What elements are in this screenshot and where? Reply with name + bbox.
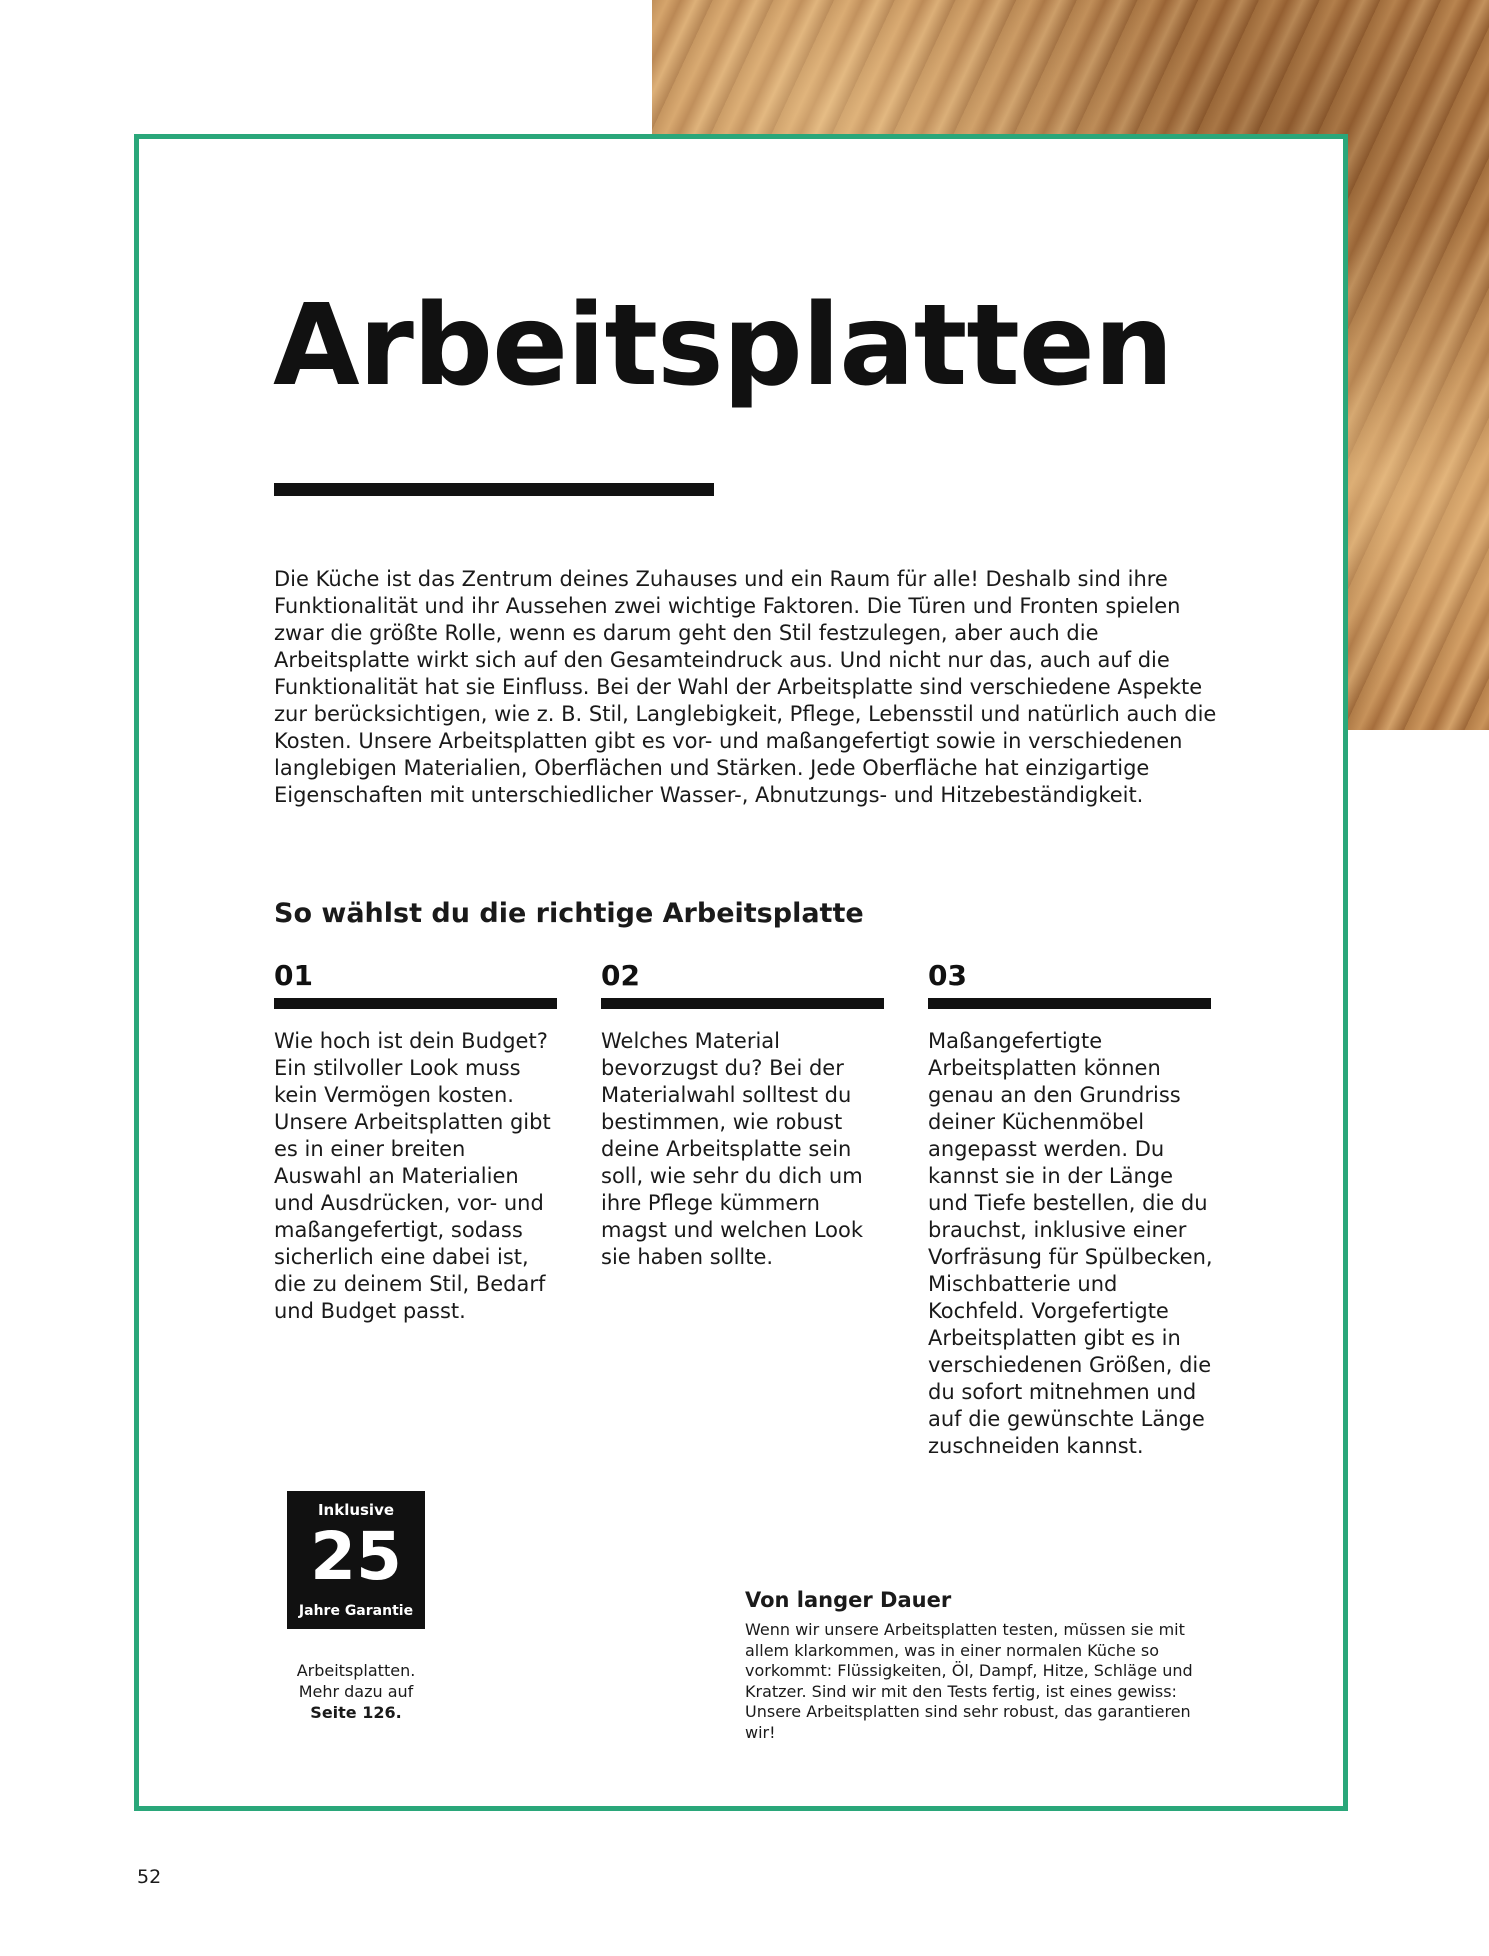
step-number: 01: [274, 959, 313, 992]
intro-paragraph: Die Küche ist das Zentrum deines Zuhauses und ein Raum für alle! Deshalb sind ihre Funktionalität und ihr Aussehen zwei wichtige Faktoren. Die Türen und Fronten spielen zwar die größte Rolle, wenn es darum geht den Stil festzulegen, aber auch die Arbeitsplatte wirkt sich auf den Gesamteindruck aus. Und nicht nur das, auch auf die Funktionalität hat sie Einfluss. Bei der Wahl der Arbeitsplatte sind verschiedene Aspekte zur berücksichtigen, wie z. B. Stil, Langlebigkeit, Pflege, Lebensstil und natürlich auch die Kosten. Unsere Arbeitsplatten gibt es vor- und maßangefertigt sowie in verschiedenen langlebigen Materialien, Oberflächen und Stärken. Jede Oberfläche hat einzigartige Eigenschaften mit unterschiedlicher Wasser-, Abnutzungs- und Hitzebeständigkeit.: [274, 567, 1217, 807]
title-underline: [274, 483, 714, 496]
page-title: Arbeitsplatten: [273, 281, 1173, 411]
step-rule: [274, 998, 557, 1009]
section-heading: So wählst du die richtige Arbeitsplatte: [274, 898, 864, 929]
badge-caption-line: Mehr dazu auf: [298, 1682, 414, 1701]
step-column-3: [928, 958, 1213, 1458]
step-column-1: [274, 958, 559, 1323]
step-text: Maßangefertigte Arbeitsplatten können genau an den Grundriss deiner Küchenmöbel angepasst werden. Du kannst sie in der Länge und Tiefe bestellen, die du brauchst, inklusive einer Vorfräsung für Spülbecken, Mischbatterie und Kochfeld. Vorgefertigte Arbeitsplatten gibt es in verschiedenen Größen, die du sofort mitnehmen und auf die gewünschte Länge zuschneiden kannst.: [928, 1029, 1213, 1458]
badge-caption-line: Arbeitsplatten.: [296, 1661, 416, 1680]
side-paragraph: Wenn wir unsere Arbeitsplatten testen, müssen sie mit allem klarkommen, was in einer normalen Küche so vorkommt: Flüssigkeiten, Öl, Dampf, Hitze, Schläge und Kratzer. Sind wir mit den Tests fertig, ist eines gewiss: Unsere Arbeitsplatten sind sehr robust, das garantieren wir!: [745, 1620, 1193, 1742]
page-number: 52: [137, 1866, 162, 1888]
step-rule: [928, 998, 1211, 1009]
side-heading: Von langer Dauer: [745, 1588, 952, 1612]
badge-caption: [256, 1660, 456, 1723]
step-rule: [601, 998, 884, 1009]
badge-caption-link: Seite 126.: [310, 1703, 402, 1722]
badge-bottom-label: Jahre Garantie: [298, 1603, 414, 1619]
badge-top-label: Inklusive: [317, 1501, 395, 1519]
badge-number: 25: [310, 1518, 402, 1595]
step-text: Welches Material bevorzugst du? Bei der Materialwahl solltest du bestimmen, wie robust deine Arbeitsplatte sein soll, wie sehr du dich um ihre Pflege kümmern magst und welchen Look sie haben sollte.: [601, 1029, 864, 1269]
step-text: Wie hoch ist dein Budget? Ein stilvoller Look muss kein Vermögen kosten. Unsere Arbeitsplatten gibt es in einer breiten Auswahl an Materialien und Ausdrücken, vor- und maßangefertigt, sodass sicherlich eine dabei ist, die zu deinem Stil, Bedarf und Budget passt.: [274, 1029, 551, 1323]
step-number: 03: [928, 959, 967, 992]
warranty-badge: [287, 1491, 425, 1629]
step-column-2: [601, 958, 886, 1269]
step-number: 02: [601, 959, 640, 992]
